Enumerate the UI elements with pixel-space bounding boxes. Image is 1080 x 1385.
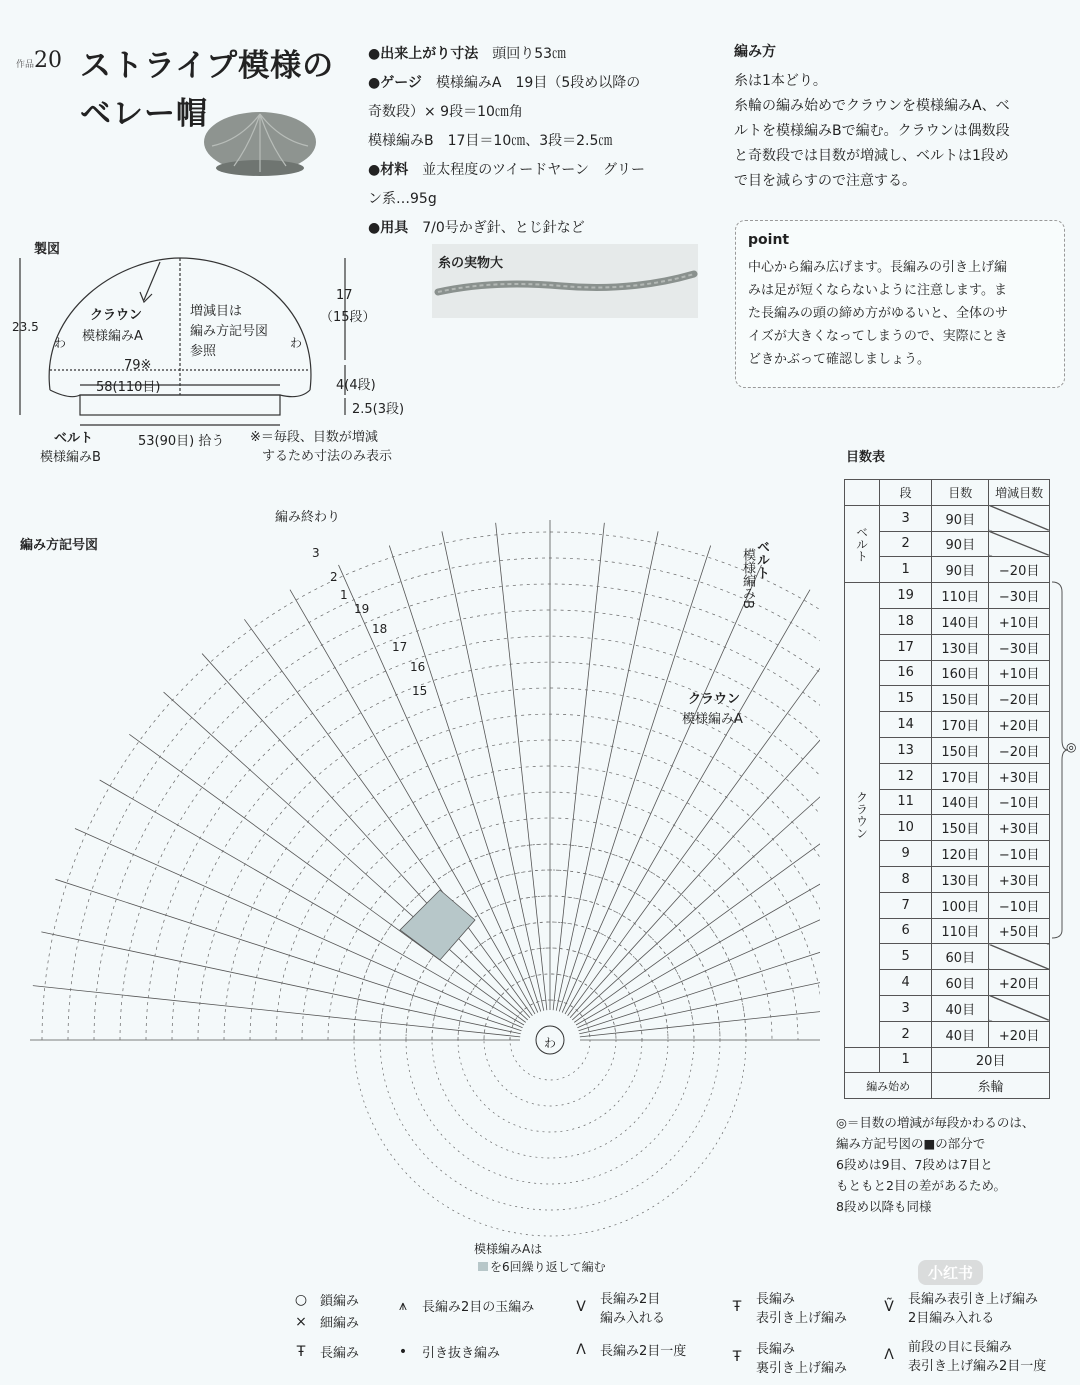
table-row (845, 583, 1050, 609)
table-cell: 60目 (932, 970, 989, 996)
beret-photo (200, 100, 320, 180)
crown-pattern-label: 模様編みA (82, 329, 143, 344)
table-cell: 15 (880, 686, 932, 712)
legend-fp2tog (878, 1336, 1046, 1374)
note-line: 編み方記号図の■の部分で (836, 1136, 986, 1151)
legend-chain (290, 1290, 359, 1309)
legend-label: 長編み2目一度 (600, 1344, 687, 1359)
table-cell: +20目 (989, 1021, 1050, 1047)
table-cell: 6 (880, 918, 932, 944)
row-number: 3 (312, 546, 320, 560)
size-value: 頭回り53㎝ (492, 46, 567, 62)
page-prefix: 作品 (16, 60, 35, 70)
dim-58: 58(110目) (96, 380, 161, 395)
table-cell: 60目 (932, 944, 989, 970)
point-title: point (748, 232, 790, 248)
dim-note-2: するため寸法のみ表示 (262, 449, 393, 464)
belt-label: ベルト (54, 431, 94, 446)
row-number: 17 (392, 640, 408, 654)
table-cell: 150目 (932, 686, 989, 712)
table-cell: 4 (880, 970, 932, 996)
table-cell: −20目 (989, 557, 1050, 583)
chart-round-ring (94, 584, 820, 1040)
chart-round-ring (198, 688, 820, 1040)
table-cell: 糸輪 (932, 1073, 1050, 1099)
row-number: 1 (340, 588, 348, 602)
table-cell: 10 (880, 815, 932, 841)
chart-stitch-ray (100, 780, 524, 1025)
legend-label: 長編み表引き上げ編み (908, 1292, 1039, 1307)
table-cell: 110目 (932, 918, 989, 944)
table-cell (989, 505, 1050, 531)
dim-53: 53(90目) 拾う (138, 434, 225, 449)
legend-fp2 (878, 1288, 1038, 1326)
dim-79: 79※ (124, 358, 152, 373)
chart-stitch-ray (577, 828, 820, 1027)
legend-label: 長編み (320, 1346, 360, 1361)
table-cell: +10目 (989, 660, 1050, 686)
table-cell: 17 (880, 634, 932, 660)
crochet-chart-title: 編み方記号図 (20, 538, 99, 553)
table-cell: 1 (880, 557, 932, 583)
note-line: ◎＝目数の増減が毎段かわるのは、 (836, 1115, 1035, 1130)
chart-round-ring (42, 532, 820, 1040)
double-crochet-icon: Ŧ (296, 1343, 306, 1360)
legend-label: 鎖編み (320, 1294, 360, 1309)
table-cell: −30目 (989, 634, 1050, 660)
material-value-2: ン系…95g (368, 191, 437, 207)
center-wa-label: わ (544, 1036, 557, 1050)
legend-label: 2目編み入れる (908, 1311, 995, 1326)
table-cell: +30目 (989, 763, 1050, 789)
legend-sc (290, 1312, 359, 1331)
table-cell: 20目 (932, 1047, 1050, 1073)
table-cell: 130目 (932, 634, 989, 660)
table-cell: 170目 (932, 763, 989, 789)
table-cell: 140目 (932, 608, 989, 634)
tools-value: 7/0号かぎ針、とじ針など (422, 220, 585, 236)
chart-stitch-ray (389, 545, 540, 1011)
count-table-title: 目数表 (846, 450, 886, 465)
chain-stitch-icon: ○ (294, 1291, 308, 1308)
chart-stitch-ray (568, 619, 820, 1015)
group-crown: クラウン (845, 583, 880, 1047)
end-label: 編み終わり (275, 510, 341, 525)
table-cell: 40目 (932, 1021, 989, 1047)
highlight-swatch (478, 1262, 488, 1271)
size-label: ●出来上がり寸法 (368, 46, 479, 62)
table-row (845, 1047, 1050, 1073)
point-box (735, 220, 1065, 388)
title-line-1: ストライプ模様の (80, 48, 335, 84)
table-cell: 40目 (932, 995, 989, 1021)
table-cell: 16 (880, 660, 932, 686)
dc-decrease-icon: Λ (576, 1341, 586, 1358)
col-header: 段 (880, 480, 932, 506)
tools-label: ●用具 (368, 220, 409, 236)
table-cell: 90目 (932, 531, 989, 557)
row-number: 2 (330, 570, 338, 584)
table-cell: +30目 (989, 866, 1050, 892)
table-cell: 5 (880, 944, 932, 970)
table-cell: 3 (880, 995, 932, 1021)
dim-note-1: ※＝毎段、目数が増減 (250, 430, 378, 445)
howto-title: 編み方 (734, 44, 776, 60)
legend-dc2-inc (570, 1288, 665, 1326)
table-cell: 170目 (932, 712, 989, 738)
front-post-dc-icon: Ŧ (732, 1299, 742, 1315)
table-cell: 9 (880, 841, 932, 867)
table-cell: 3 (880, 505, 932, 531)
highlight-region (400, 890, 475, 960)
belt-pattern-vertical-label: 模様編みB (740, 548, 755, 609)
gauge-value-2: 奇数段）× 9段＝10㎝角 (368, 104, 523, 120)
chart-stitch-ray (244, 619, 532, 1015)
legend-bpdc (726, 1338, 847, 1376)
dim-17: 17 (336, 288, 353, 303)
table-cell: +20目 (989, 712, 1050, 738)
table-cell: +50目 (989, 918, 1050, 944)
legend-label: 長編み2目 (600, 1292, 661, 1307)
page-number-value: 20 (34, 48, 63, 73)
spec-block (368, 40, 708, 243)
table-cell: −10目 (989, 789, 1050, 815)
row-number: 19 (354, 602, 370, 616)
col-header: 目数 (932, 480, 989, 506)
table-cell (989, 531, 1050, 557)
table-cell: 150目 (932, 737, 989, 763)
chart-crown-pattern-label: 模様編みA (682, 712, 743, 727)
table-cell: 150目 (932, 815, 989, 841)
legend-label: 表引き上げ編み2目一度 (908, 1359, 1047, 1374)
chart-stitch-ray (559, 545, 710, 1011)
chart-stitch-ray (496, 523, 547, 1010)
legend-label: 前段の目に長編み (908, 1340, 1013, 1355)
legend-label: 引き抜き編み (422, 1346, 501, 1361)
dim-4: 4(4段) (336, 378, 376, 393)
table-cell: 130目 (932, 866, 989, 892)
legend-slip (392, 1342, 500, 1361)
legend-label: 長編み (756, 1342, 796, 1357)
table-cell: 7 (880, 892, 932, 918)
table-cell: +30目 (989, 815, 1050, 841)
incdec-note-1: 増減目は (190, 304, 243, 319)
table-cell: 2 (880, 531, 932, 557)
gauge-value-3: 模様編みB 17目＝10㎝、3段＝2.5㎝ (368, 133, 613, 149)
howto-line: 糸輪の編み始めでクラウンを模様編みA、ベ (734, 98, 1010, 114)
table-cell: 100目 (932, 892, 989, 918)
note-line: 6段めは9目、7段めは7目と (836, 1157, 993, 1172)
belt-vertical-label: ベルト (754, 540, 769, 579)
howto-line: で目を減らすので注意する。 (734, 173, 916, 189)
belt-outline (80, 395, 280, 415)
table-cell: −20目 (989, 686, 1050, 712)
legend-fpdc (726, 1288, 847, 1326)
material-label: ●材料 (368, 162, 409, 178)
legend-label: 編み入れる (600, 1311, 666, 1326)
wa-right-label: わ (290, 336, 303, 350)
table-cell: 13 (880, 737, 932, 763)
table-cell: −20目 (989, 737, 1050, 763)
table-cell: 11 (880, 789, 932, 815)
table-cell: 120目 (932, 841, 989, 867)
table-cell: 2 (880, 1021, 932, 1047)
incdec-note-3: 参照 (190, 344, 217, 359)
table-cell: 160目 (932, 660, 989, 686)
schematic-title: 製図 (34, 242, 61, 257)
table-cell: 1 (880, 1047, 932, 1073)
page-number (16, 48, 62, 73)
crown-label: クラウン (90, 308, 143, 323)
chart-stitch-ray (556, 531, 658, 1010)
point-line: イズが大きくなってしまうので、実際にとき (748, 329, 1008, 344)
legend-dc2tog (570, 1340, 686, 1359)
table-cell: 110目 (932, 583, 989, 609)
table-cell (989, 995, 1050, 1021)
legend-label: 長編み (756, 1292, 796, 1307)
table-note (836, 1112, 1066, 1217)
note-line: 8段め以降も同様 (836, 1199, 932, 1214)
dc-increase-icon: V (576, 1299, 586, 1315)
chart-stitch-ray (129, 734, 525, 1022)
table-row (845, 505, 1050, 531)
howto-line: ルトを模様編みBで編む。クラウンは偶数段 (734, 123, 1010, 139)
chart-crown-label: クラウン (688, 692, 741, 707)
howto-block (734, 40, 1064, 194)
single-crochet-icon: × (295, 1313, 307, 1330)
dim-15-rows: （15段） (320, 310, 376, 325)
dim-height-total: 23.5 (12, 320, 39, 334)
gauge-value-1: 模様編みA 19目（5段め以降の (435, 75, 641, 91)
point-line: 中心から編み広げます。長編みの引き上げ編 (748, 260, 1007, 275)
table-cell: 12 (880, 763, 932, 789)
table-marker: ◎ (1066, 740, 1077, 754)
repeat-note-2-text: を6回繰り返して編む (490, 1260, 606, 1274)
chart-stitch-ray (33, 986, 520, 1037)
col-header: 増減目数 (989, 480, 1050, 506)
legend-label: 細編み (320, 1316, 360, 1331)
table-cell: 140目 (932, 789, 989, 815)
table-cell: 19 (880, 583, 932, 609)
table-cell: 90目 (932, 557, 989, 583)
title-line-2: ベレー帽 (80, 96, 208, 132)
table-cell: 編み始め (845, 1073, 932, 1099)
count-table (844, 479, 1050, 1099)
howto-line: 糸は1本どり。 (734, 73, 827, 89)
incdec-note-2: 編み方記号図 (190, 324, 269, 339)
gauge-label: ●ゲージ (368, 75, 422, 91)
chart-stitch-ray (164, 692, 528, 1020)
table-cell: 90目 (932, 505, 989, 531)
belt-pattern-label: 模様編みB (40, 450, 101, 465)
chart-stitch-ray (562, 565, 761, 1013)
dim-2-5: 2.5(3段) (352, 402, 405, 417)
puff-stitch-icon: ⩚ (399, 1297, 407, 1314)
table-cell: −10目 (989, 841, 1050, 867)
table-cell: −30目 (989, 583, 1050, 609)
howto-line: と奇数段では目数が増減し、ベルトは1段め (734, 148, 1009, 164)
point-line: た長編みの頭の締め方がゆるいと、全体のサ (748, 306, 1009, 321)
table-cell: 14 (880, 712, 932, 738)
chart-stitch-ray (576, 780, 820, 1025)
note-line: もともと2目の差があるため。 (836, 1178, 1006, 1193)
wa-left-label: わ (54, 336, 67, 350)
legend-puff (392, 1296, 534, 1315)
legend-label: 裏引き上げ編み (756, 1361, 848, 1376)
table-cell: +20目 (989, 970, 1050, 996)
chart-stitch-ray (290, 590, 535, 1014)
row-number: 15 (412, 684, 428, 698)
bracket-marker (1050, 580, 1070, 940)
back-post-dc-icon: Ŧ (732, 1349, 742, 1365)
point-line: どきかぶって確認しましょう。 (748, 352, 931, 367)
front-post-increase-icon: Ṽ (884, 1299, 894, 1315)
legend-label: 表引き上げ編み (756, 1311, 848, 1326)
material-value-1: 並太程度のツイードヤーン グリー (422, 162, 645, 178)
table-cell: +10目 (989, 608, 1050, 634)
slip-stitch-icon: • (398, 1343, 408, 1360)
group-belt: ベルト (845, 505, 880, 582)
chart-round-ring (68, 558, 820, 1040)
legend-dc (290, 1342, 359, 1361)
point-line: みは足が短くならないように注意します。ま (748, 283, 1007, 298)
repeat-note-2 (478, 1258, 606, 1275)
watermark-logo: 小红书 (918, 1260, 983, 1285)
front-post-decrease-icon: Λ (884, 1347, 894, 1363)
chart-stitch-ray (202, 654, 530, 1018)
table-cell: 8 (880, 866, 932, 892)
repeat-note-1: 模様編みAは (474, 1242, 543, 1256)
table-row (845, 1073, 1050, 1099)
chart-stitch-ray (565, 590, 810, 1014)
legend-label: 長編み2目の玉編み (422, 1300, 535, 1315)
row-number: 16 (410, 660, 426, 674)
chart-stitch-ray (574, 734, 820, 1022)
row-number: 18 (372, 622, 388, 636)
table-cell: −10目 (989, 892, 1050, 918)
table-cell: 18 (880, 608, 932, 634)
chart-round-ring (120, 610, 820, 1040)
yarn-label: 糸の実物大 (438, 256, 504, 271)
table-cell (989, 944, 1050, 970)
crochet-chart (20, 480, 820, 1280)
chart-stitch-ray (580, 986, 820, 1037)
